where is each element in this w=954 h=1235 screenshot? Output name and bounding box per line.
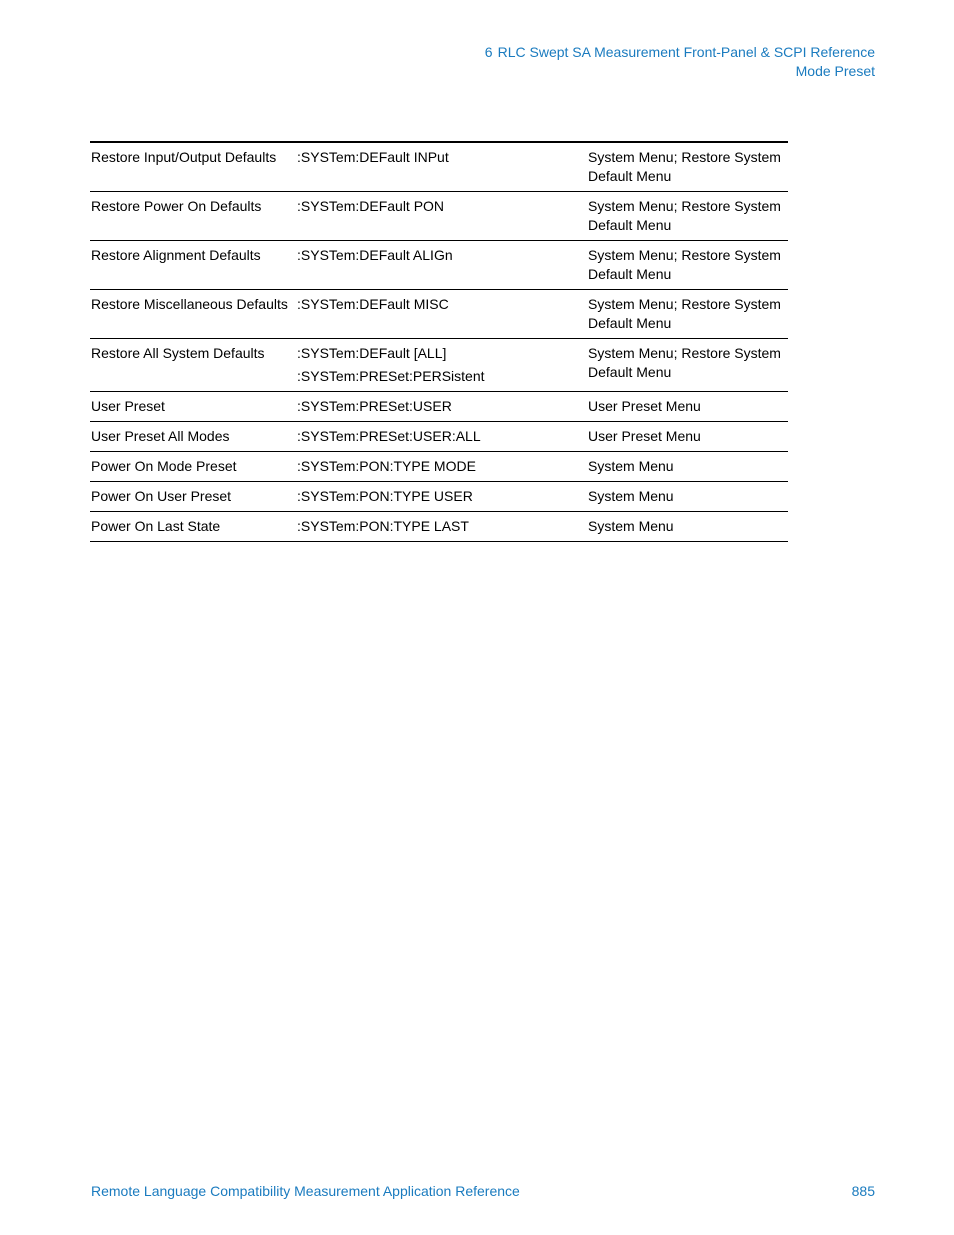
table-row: [90, 392, 788, 422]
table-row: [90, 290, 788, 339]
menu-location-cell: System Menu; Restore System Default Menu: [588, 345, 781, 380]
chapter-heading: [485, 43, 875, 62]
command-cell: [297, 246, 588, 284]
command-cell: [297, 427, 588, 446]
command-cell: [297, 457, 588, 476]
function-cell: Restore Miscellaneous Defaults: [91, 296, 288, 312]
command-cell: [297, 517, 588, 536]
menu-location-cell: System Menu: [588, 518, 674, 534]
scpi-command: :SYSTem:PON:TYPE USER: [297, 488, 473, 504]
menu-location-cell: System Menu: [588, 488, 674, 504]
scpi-command: :SYSTem:PRESet:USER:ALL: [297, 428, 481, 444]
function-cell: Restore All System Defaults: [91, 345, 265, 361]
scpi-command: :SYSTem:DEFault MISC: [297, 296, 449, 312]
table-row: [90, 143, 788, 192]
function-cell: Restore Power On Defaults: [91, 198, 262, 214]
menu-location-cell: User Preset Menu: [588, 398, 701, 414]
scpi-command: :SYSTem:PON:TYPE LAST: [297, 518, 469, 534]
command-cell: [297, 148, 588, 186]
command-cell: [297, 397, 588, 416]
scpi-command: :SYSTem:DEFault INPut: [297, 149, 449, 165]
chapter-title: RLC Swept SA Measurement Front-Panel & SCPI Reference: [497, 44, 875, 60]
table-row: [90, 192, 788, 241]
function-cell: Power On Mode Preset: [91, 458, 237, 474]
running-header: [485, 43, 875, 81]
menu-location-cell: System Menu: [588, 458, 674, 474]
chapter-number: 6: [484, 44, 493, 60]
function-cell: Restore Input/Output Defaults: [91, 149, 277, 165]
table-row: [90, 482, 788, 512]
running-footer: [91, 1182, 875, 1201]
menu-location-cell: System Menu; Restore System Default Menu: [588, 149, 781, 184]
scpi-command: :SYSTem:PRESet:PERSistent: [297, 368, 485, 384]
scpi-command: :SYSTem:PRESet:USER: [297, 398, 452, 414]
menu-location-cell: User Preset Menu: [588, 428, 701, 444]
scpi-command: :SYSTem:PON:TYPE MODE: [297, 458, 476, 474]
command-cell: [297, 344, 588, 386]
section-title: Mode Preset: [795, 63, 875, 79]
table-row: [90, 422, 788, 452]
scpi-command: :SYSTem:DEFault PON: [297, 198, 445, 214]
menu-location-cell: System Menu; Restore System Default Menu: [588, 198, 781, 233]
function-cell: Power On Last State: [91, 518, 221, 534]
function-cell: Restore Alignment Defaults: [91, 247, 261, 263]
preset-command-table: [90, 141, 788, 542]
table-row: [90, 339, 788, 392]
function-cell: User Preset: [91, 398, 165, 414]
function-cell: Power On User Preset: [91, 488, 232, 504]
table-row: [90, 512, 788, 542]
scpi-command: :SYSTem:DEFault [ALL]: [297, 345, 447, 361]
menu-location-cell: System Menu; Restore System Default Menu: [588, 247, 781, 282]
command-cell: [297, 487, 588, 506]
document-title: Remote Language Compatibility Measurement Application Reference: [91, 1183, 520, 1199]
page-number: 885: [851, 1183, 875, 1199]
table-row: [90, 452, 788, 482]
table-row: [90, 241, 788, 290]
menu-location-cell: System Menu; Restore System Default Menu: [588, 296, 781, 331]
scpi-command: :SYSTem:DEFault ALIGn: [297, 247, 453, 263]
command-cell: [297, 197, 588, 235]
function-cell: User Preset All Modes: [91, 428, 230, 444]
command-cell: [297, 295, 588, 333]
